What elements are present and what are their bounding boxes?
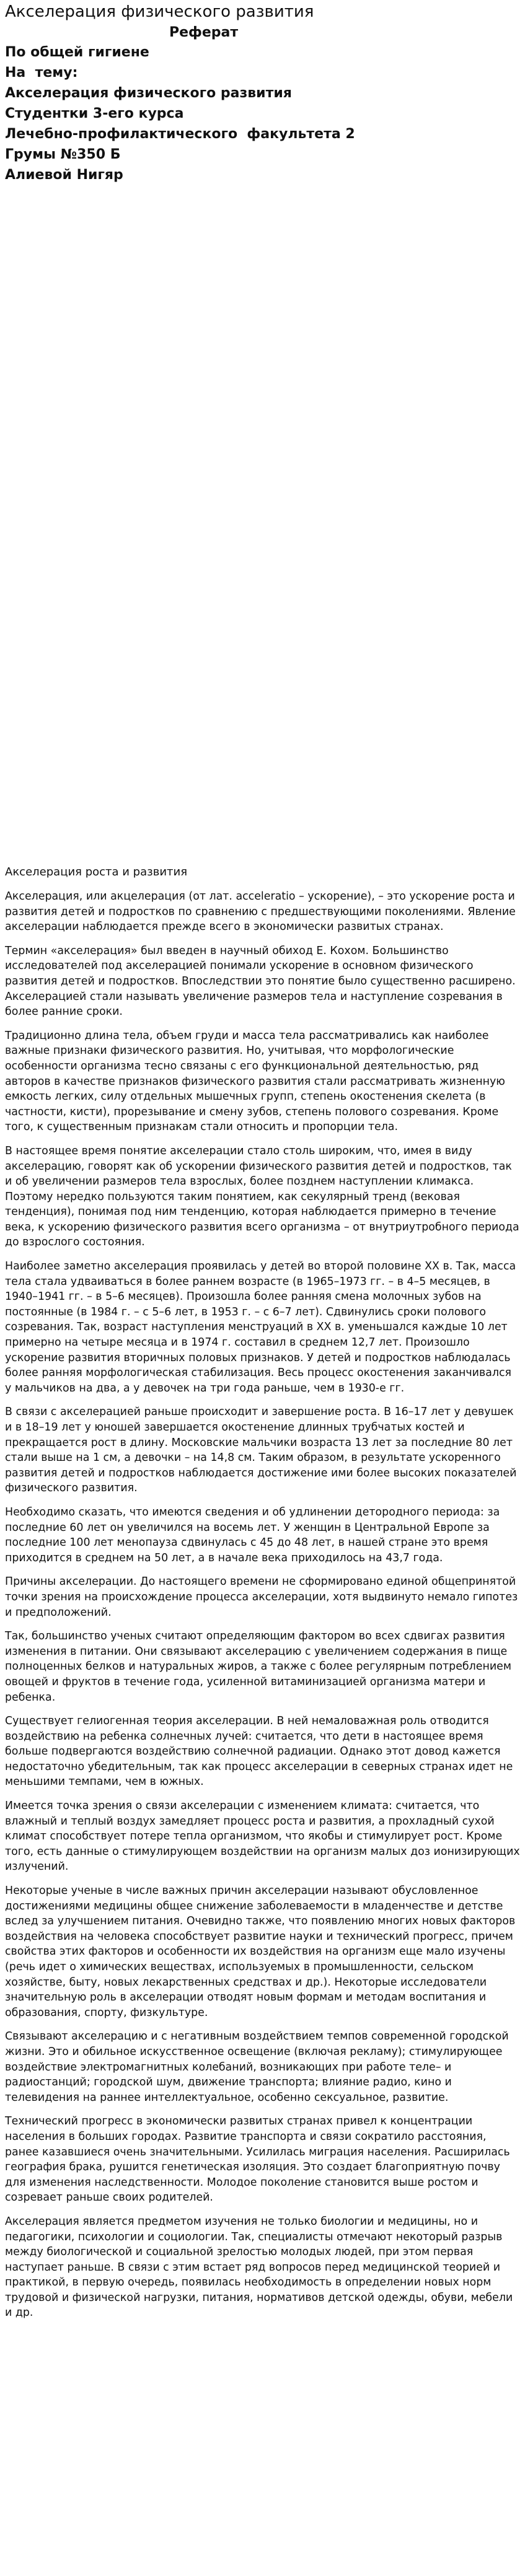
header-line-faculty: Лечебно-профилактического факультета 2 <box>5 126 355 142</box>
paragraph: Акселерация является предметом изучения не только биологии и медицины, но и педагогики, психологии и социологии. Так, специалисты отмечают некоторый разрыв между биологической и социальной зрелостью молодых людей, при этом первая наступает раньше. В связи с этим встает ряд вопросов перед медицинской теорией и практикой, в первую очередь, появилась необходимость в определении новых норм трудовой и физической нагрузки, питания, нормативов детской одежды, обуви, мебели и др. <box>5 2215 513 2320</box>
header-line-group: Грумы №350 Б <box>5 147 121 162</box>
paragraph: В настоящее время понятие акселерации стало столь широким, что, имея в виду акселерацию, говорят как об ускорении физического развития детей и подростков, так и об увеличении размеров тела взрослых, более позднем наступлении климакса. Поэтому нередко пользуются таким понятием, как секулярный тренд (вековая тенденция), понимая под ним тенденцию, которая наблюдается примерно в течение века, к ускорению физического развития всего организма – от внутриутробного периода до взрослого состояния. <box>5 1144 519 1249</box>
paragraph: Некоторые ученые в числе важных причин акселерации называют обусловленное достижениями медицины общее снижение заболеваемости в младенчестве и детстве вслед за улучшением питания. Очевидно также, что появлению многих новых факторов воздействия на человека способствует развитие науки и технический прогресс, причем свойства этих факторов и особенности их воздействия на организм еще мало изучены (речь идет о химических веществах, используемых в промышленности, сельском хозяйстве, быту, новых лекарственных средствах и др.). Некоторые исследователи значительную роль в акселерации отводят новым формам и методам воспитания и образования, спорту, физкультуре. <box>5 1885 516 2019</box>
paragraph: В связи с акселерацией раньше происходит и завершение роста. В 16–17 лет у девушек и в 18–19 лет у юношей завершается окостенение длинных трубчатых костей и прекращается рост в длину. Московские мальчики возраста 13 лет за последние 80 лет стали выше на 1 см, а девочки – на 14,8 см. Таким образом, в результате ускоренного развития детей и подростков наблюдается достижение ими более высоких показателей физического развития. <box>5 1406 517 1495</box>
paragraph: Необходимо сказать, что имеются сведения и об удлинении детородного периода: за последние 60 лет он увеличился на восемь лет. У женщин в Центральной Европе за последние 100 лет менопауза сдвинулась с 45 до 48 лет, в нашей стране это время приходится в среднем на 50 лет, а в начале века приходилось на 43,7 года. <box>5 1505 500 1564</box>
paragraph: Причины акселерации. До настоящего времени не сформировано единой общепринятой точки зрения на происхождение процесса акселерации, хотя выдвинуто немало гипотез и предположений. <box>5 1575 518 1619</box>
paragraph: Термин «акселерация» был введен в научный обиход Е. Кохом. Большинство исследователей под акселерацией понимали ускорение в основном физического развития детей и подростков. Впоследствии это понятие было существенно расширено. Акселерацией стали называть увеличение размеров тела и наступление созревания в более ранние сроки. <box>5 944 516 1019</box>
header-line-topic-label: На тему: <box>5 65 78 81</box>
referat-heading: Реферат <box>169 25 239 40</box>
title-block <box>5 42 520 185</box>
paragraph: Связывают акселерацию и с негативным воздействием темпов современной городской жизни. Это и обильное искусственное освещение (включая рекламу); стимулирующее воздействие электромагнитных колебаний, возникающих при работе теле– и радиостанций; городской шум, движение транспорта; влияние радио, кино и телевидения на раннее интеллектуальное, особенно сексуальное, развитие. <box>5 2030 509 2104</box>
blank-space <box>5 185 520 864</box>
paragraph: Имеется точка зрения о связи акселерации с изменением климата: считается, что влажный и теплый воздух замедляет процесс роста и развития, а прохладный сухой климат способствует потере тепла организмом, что якобы и стимулирует рост. Кроме того, есть данные о стимулирующем воздействии на организм малых доз ионизирующих излучений. <box>5 1800 520 1873</box>
paragraph: Наиболее заметно акселерация проявилась у детей во второй половине XX в. Так, масса тела стала удваиваться в более раннем возрасте (в 1965–1973 гг. – в 4–5 месяцев, в 1940–1941 гг. – в 5–6 месяцев). Произошла более ранняя смена молочных зубов на постоянные (в 1984 г. – с 5–6 лет, в 1953 г. – с 6–7 лет). Сдвинулись сроки полового созревания. Так, возраст наступления менструаций в XX в. уменьшался каждые 10 лет примерно на четыре месяца и в 1974 г. составил в среднем 12,7 лет. Произошло ускорение развития вторичных половых признаков. У детей и подростков наблюдалась более ранняя морфологическая стабилизация. Весь процесс окостенения заканчивался у мальчиков на два, а у девочек на три года раньше, чем в 1930-е гг. <box>5 1260 516 1395</box>
header-line-topic: Акселерация физического развития <box>5 85 292 101</box>
paragraph: Так, большинство ученых считают определяющим фактором во всех сдвигах развития изменения в питании. Они связывают акселерацию с увеличением содержания в пище полноценных белков и натуральных жиров, а также с более регулярным потреблением овощей и фруктов в течение года, усиленной витаминизацией организма матери и ребенка. <box>5 1630 511 1704</box>
document-title: Акселерация физического развития <box>5 2 314 21</box>
header-line-subject: По общей гигиене <box>5 45 149 60</box>
body-text <box>5 889 520 2321</box>
header-line-author: Алиевой Нигяр <box>5 167 123 183</box>
header-line-course: Студентки 3-его курса <box>5 106 184 121</box>
paragraph: Акселерация, или акцелерация (от лат. acceleratio – ускорение), – это ускорение роста и развития детей и подростков по сравнению с предшествующими поколениями. Явление акселерации наблюдается прежде всего в экономически развитых странах. <box>5 890 516 934</box>
paragraph: Существует гелиогенная теория акселерации. В ней немаловажная роль отводится воздействию на ребенка солнечных лучей: считается, что дети в настоящее время больше подвергаются воздействию солнечной радиации. Однако этот довод кажется недостаточно убедительным, так как процесс акселерации в северных странах идет не меньшими темпами, чем в южных. <box>5 1715 513 1789</box>
paragraph: Технический прогресс в экономически развитых странах привел к концентрации населения в больших городах. Развитие транспорта и связи сократило расстояния, ранее казавшиеся очень значительными. Усилилась миграция населения. Расширилась география брака, рушится генетическая изоляция. Это создает благоприятную почву для изменения наследственности. Молодое поколение становится выше ростом и созревает раньше своих родителей. <box>5 2115 510 2204</box>
paragraph: Традиционно длина тела, объем груди и масса тела рассматривались как наиболее важные признаки физического развития. Но, учитывая, что морфологические особенности организма тесно связаны с его функциональной деятельностью, ряд авторов в качестве признаков физического развития стали рассматривать жизненную емкость легких, силу отдельных мышечных групп, степень окостенения скелета (в частности, кисти), прорезывание и смену зубов, степень полового созревания. Кроме того, к существенным признакам стали относить и пропорции тела. <box>5 1029 505 1134</box>
section-title: Акселерация роста и развития <box>5 865 188 878</box>
document-page <box>5 0 520 2329</box>
